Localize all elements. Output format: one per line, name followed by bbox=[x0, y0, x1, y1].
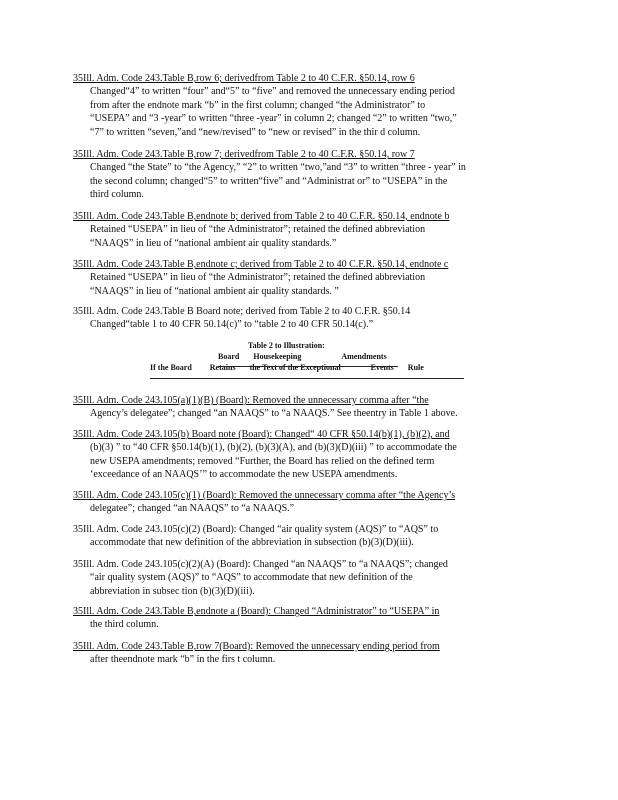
entry-board-note bbox=[73, 305, 535, 332]
entry-text: accommodate that new definition of the abbreviation in subsection (b)(3)(D)(iii). bbox=[90, 537, 414, 549]
entry-endnote-c bbox=[73, 258, 535, 298]
table-subhead-retains: Retains bbox=[209, 363, 236, 372]
entry-text: “USEPA” and “3 -year” to written “three -year” in column 2; changed “2” to written “two,” bbox=[90, 113, 457, 125]
entry-text: new USEPA amendments; removed “Further, the Board has relied on the defined term bbox=[90, 455, 435, 467]
entry-citation: 35Ill. Adm. Code 243.Table B,row 7(Board): Removed the unnecessary ending period from bbox=[73, 641, 440, 652]
entry-table-b-row-7 bbox=[73, 640, 535, 667]
table-header bbox=[150, 340, 470, 373]
entry-text: the second column; changed“5” to written“five” and “Administrat or” to “USEPA” in the bbox=[90, 175, 448, 187]
entry-table-b-endnote-a bbox=[73, 605, 535, 632]
entry-text: from after the endnote mark “b” in the first column; changed “the Administrator” to bbox=[90, 99, 426, 111]
entry-citation: 35Ill. Adm. Code 243.105(a)(1)(B) (Board): Removed the unnecessary comma after “the bbox=[73, 395, 429, 406]
entry-text: “air quality system (AQS)” to “AQS” to accommodate that new definition of the bbox=[90, 572, 413, 584]
table-header-amendments: Amendments bbox=[341, 352, 387, 361]
entry-text: delegatee”; changed “an NAAQS” to “a NAAQS.” bbox=[90, 503, 295, 515]
entry-citation: 35Ill. Adm. Code 243.Table B Board note; derived from Table 2 to 40 C.F.R. §50.14 bbox=[73, 306, 411, 317]
table-subhead-rule bbox=[150, 378, 464, 379]
table-header-board: Board bbox=[218, 352, 240, 361]
entry-citation: 35Ill. Adm. Code 243.Table B,endnote b; derived from Table 2 to 40 C.F.R. §50.14, endnote b bbox=[73, 211, 450, 222]
entry-text: “7” to written “seven,”and “new/revised” to “new or revised” in the thir d column. bbox=[90, 126, 421, 138]
table-title: Table 2 to Illustration: bbox=[248, 341, 325, 350]
table-header-rule bbox=[218, 366, 398, 367]
entry-citation: 35Ill. Adm. Code 243.105(c)(2) (Board): Changed “air quality system (AQS)” to “AQS” to bbox=[73, 524, 439, 535]
table-header-housekeeping: Housekeeping bbox=[253, 352, 302, 361]
entry-text: (b)(3) ” to “40 CFR §50.14(b)(1), (b)(2), (b)(3)(A), and (b)(3)(D)(iii) ” to accommodate the bbox=[90, 442, 457, 454]
entry-text: Agency’s delegatee”; changed “an NAAQS” to “a NAAQS.” See theentry in Table 1 above. bbox=[90, 408, 458, 420]
entry-text: “NAAQS” in lieu of “national ambient air quality standards. ” bbox=[90, 285, 339, 297]
entry-243-105-a-1-b bbox=[73, 394, 535, 421]
entry-text: Retained “USEPA” in lieu of “the Administrator”; retained the defined abbreviation bbox=[90, 224, 426, 236]
entry-text: Changed“4” to written “four” and“5” to “five” and removed the unnecessary ending period bbox=[90, 86, 455, 98]
table-subhead-events: Events bbox=[370, 363, 394, 372]
entry-text: third column. bbox=[90, 189, 144, 201]
entry-citation: 35Ill. Adm. Code 243.Table B,row 6; derivedfrom Table 2 to 40 C.F.R. §50.14, row 6 bbox=[73, 73, 415, 84]
entry-row-6 bbox=[73, 72, 535, 139]
entry-text: Retained “USEPA” in lieu of “the Administrator”; retained the defined abbreviation bbox=[90, 272, 426, 284]
entry-text: the third column. bbox=[90, 619, 159, 631]
entry-243-105-b bbox=[73, 428, 535, 482]
entry-text: Changed“table 1 to 40 CFR 50.14(c)” to “table 2 to 40 CFR 50.14(c).” bbox=[90, 319, 374, 331]
entry-endnote-b bbox=[73, 210, 535, 250]
table-subhead-text: the Text of the Exceptional bbox=[249, 363, 341, 372]
entry-citation: 35Ill. Adm. Code 243.105(c)(2)(A) (Board): Changed “an NAAQS” to “a NAAQS”; changed bbox=[73, 559, 448, 570]
entry-text: “NAAQS” in lieu of “national ambient air quality standards.” bbox=[90, 237, 337, 249]
entry-row-7 bbox=[73, 148, 535, 202]
table-subhead-if-board: If the Board bbox=[150, 363, 192, 372]
entry-text: abbreviation in subsec tion (b)(3)(D)(iii). bbox=[90, 585, 255, 597]
entry-text: Changed “the State” to “the Agency,” “2” to written “two,”and “3” to written “three - year” in bbox=[90, 162, 466, 174]
entry-citation: 35Ill. Adm. Code 243.Table B,endnote a (Board): Changed “Administrator” to “USEPA” in bbox=[73, 606, 440, 617]
entry-citation: 35Ill. Adm. Code 243.Table B,endnote c; derived from Table 2 to 40 C.F.R. §50.14, endnote c bbox=[73, 259, 449, 270]
entry-text: after theendnote mark “b” in the firs t column. bbox=[90, 654, 276, 666]
entry-citation: 35Ill. Adm. Code 243.105(c)(1) (Board): Removed the unnecessary comma after “the Agency’s bbox=[73, 490, 456, 501]
entry-citation: 35Ill. Adm. Code 243.105(b) Board note (Board): Changed“ 40 CFR §50.14(b)(1), (b)(2), and bbox=[73, 429, 450, 440]
entry-243-105-c-2 bbox=[73, 523, 535, 550]
entry-citation: 35Ill. Adm. Code 243.Table B,row 7; derivedfrom Table 2 to 40 C.F.R. §50.14, row 7 bbox=[73, 149, 415, 160]
entry-243-105-c-2-a bbox=[73, 558, 535, 598]
entry-243-105-c-1 bbox=[73, 489, 535, 516]
entry-text: ‘exceedance of an NAAQS’” to accommodate the new USEPA amendments. bbox=[90, 469, 398, 481]
table-subhead-rule: Rule bbox=[407, 363, 424, 372]
